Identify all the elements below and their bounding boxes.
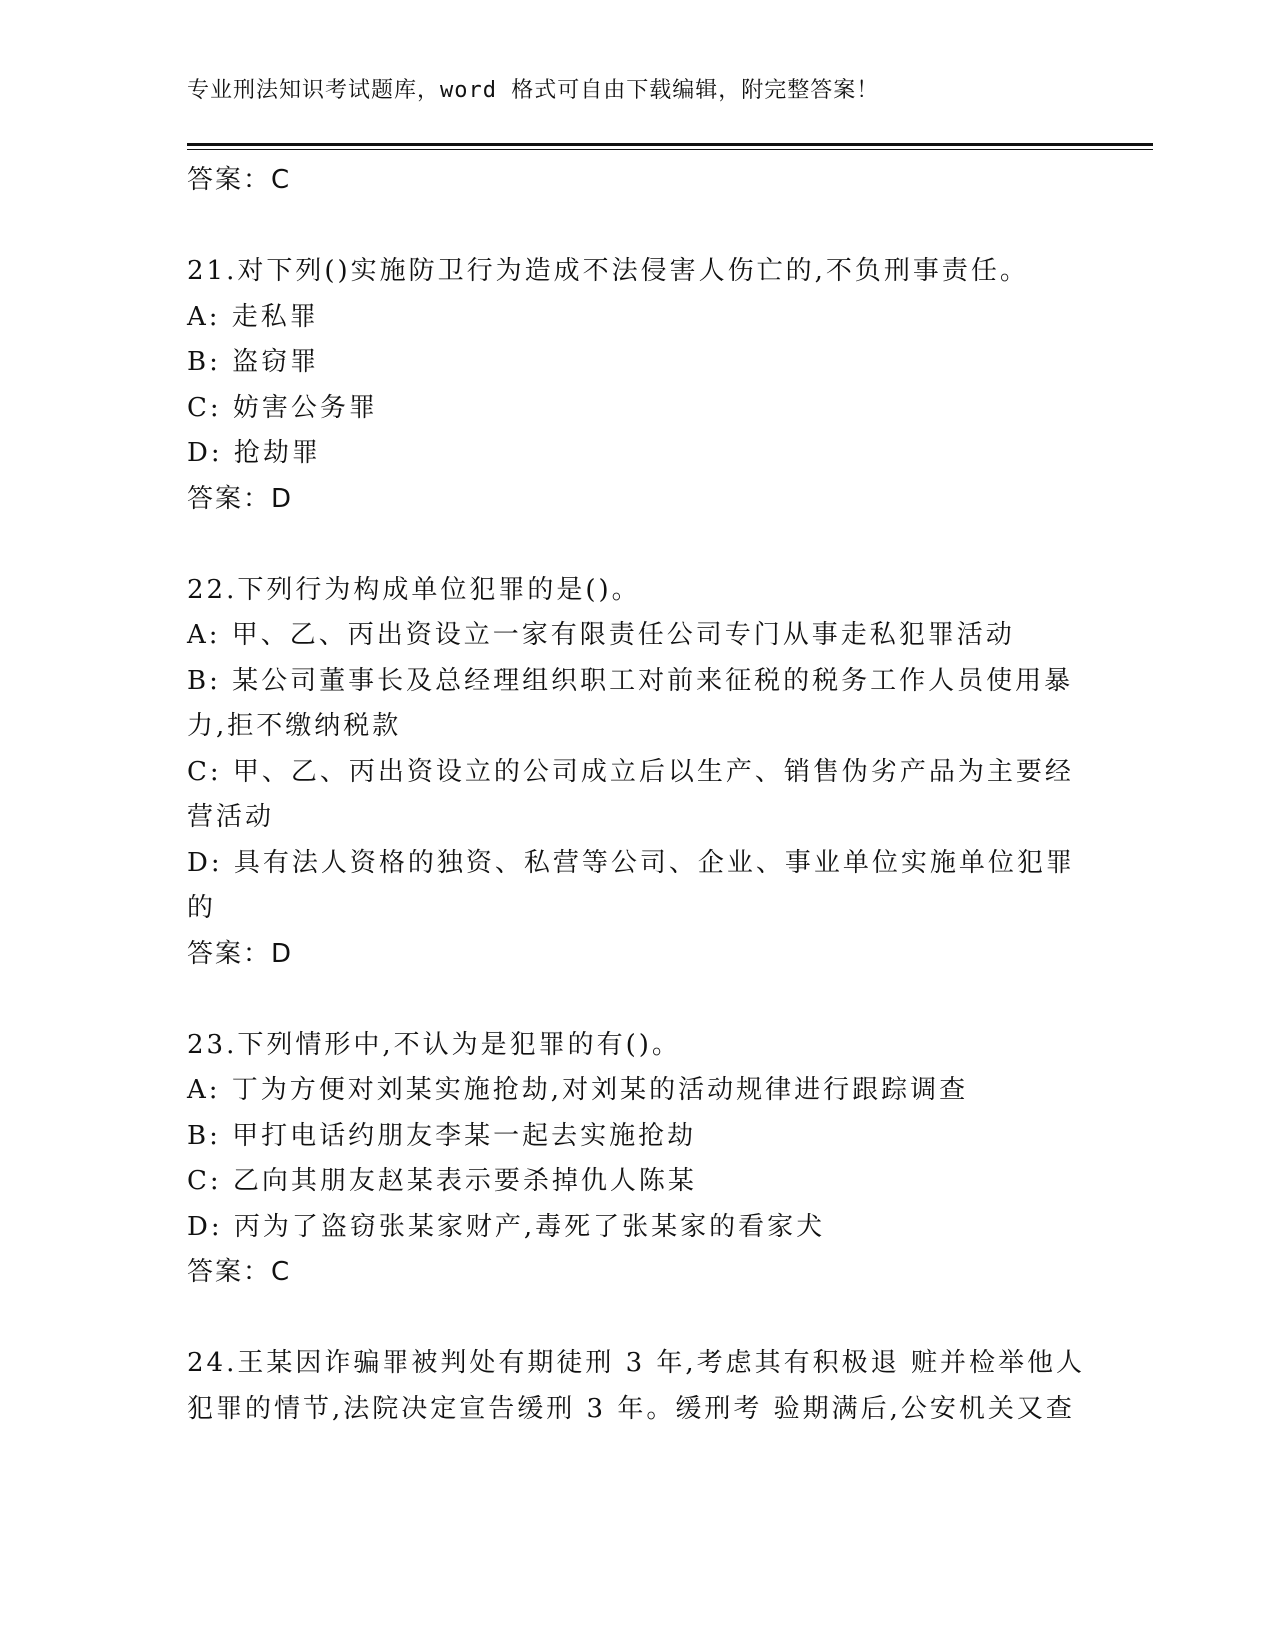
option-a: A: 走私罪: [187, 301, 319, 332]
question-stem: 23.下列情形中,不认为是犯罪的有()。: [187, 1029, 681, 1060]
option-b: B: 盗窃罪: [187, 347, 320, 377]
blank-line: [187, 977, 1087, 1023]
option-d: D: 抢劫罪: [187, 438, 321, 468]
header-rule-thin: [187, 149, 1153, 150]
question-stem: 22.下列行为构成单位犯罪的是()。: [187, 574, 641, 605]
option-d: D: 具有法人资格的独资、私营等公司、企业、事业单位实施单位犯罪: [187, 847, 1075, 878]
answer-line: 答案：D: [187, 483, 294, 514]
option-d: D: 丙为了盗窃张某家财产,毒死了张某家的看家犬: [187, 1211, 826, 1242]
option-c-continued: 营活动: [187, 802, 275, 832]
answer-line: 答案：C: [187, 1257, 292, 1287]
answer-line: 答案：D: [187, 938, 294, 969]
answer-line: 答案：C: [187, 165, 292, 195]
option-b-continued: 力,拒不缴纳税款: [187, 711, 402, 741]
blank-line: [187, 1296, 1087, 1342]
page-header: 专业刑法知识考试题库，word 格式可自由下载编辑，附完整答案！: [187, 78, 880, 103]
blank-line: [187, 204, 1087, 250]
question-stem: 21.对下列()实施防卫行为造成不法侵害人伤亡的,不负刑事责任。: [187, 256, 1029, 286]
option-b: B: 甲打电话约朋友李某一起去实施抢劫: [187, 1120, 697, 1151]
question-21: [187, 249, 1087, 522]
question-stem-continued: 犯罪的情节,法院决定宣告缓刑 3 年。缓刑考 验期满后,公安机关又查: [187, 1393, 1075, 1424]
question-24: [187, 1341, 1087, 1432]
option-b: B: 某公司董事长及总经理组织职工对前来征税的税务工作人员使用暴: [187, 665, 1074, 696]
option-c: C: 甲、乙、丙出资设立的公司成立后以生产、销售伪劣产品为主要经: [187, 756, 1074, 787]
blank-line: [187, 522, 1087, 568]
option-c: C: 乙向其朋友赵某表示要杀掉仇人陈某: [187, 1166, 697, 1196]
question-22: [187, 568, 1087, 978]
option-a: A: 丁为方便对刘某实施抢劫,对刘某的活动规律进行跟踪调查: [187, 1075, 969, 1105]
question-23: [187, 1023, 1087, 1296]
header-rule-thick: [187, 143, 1153, 146]
option-c: C: 妨害公务罪: [187, 392, 378, 423]
option-d-continued: 的: [187, 893, 217, 923]
question-content: [187, 158, 1087, 1432]
question-stem: 24.王某因诈骗罪被判处有期徒刑 3 年,考虑其有积极退 赃并检举他人: [187, 1348, 1085, 1378]
option-a: A: 甲、乙、丙出资设立一家有限责任公司专门从事走私犯罪活动: [187, 620, 1015, 650]
